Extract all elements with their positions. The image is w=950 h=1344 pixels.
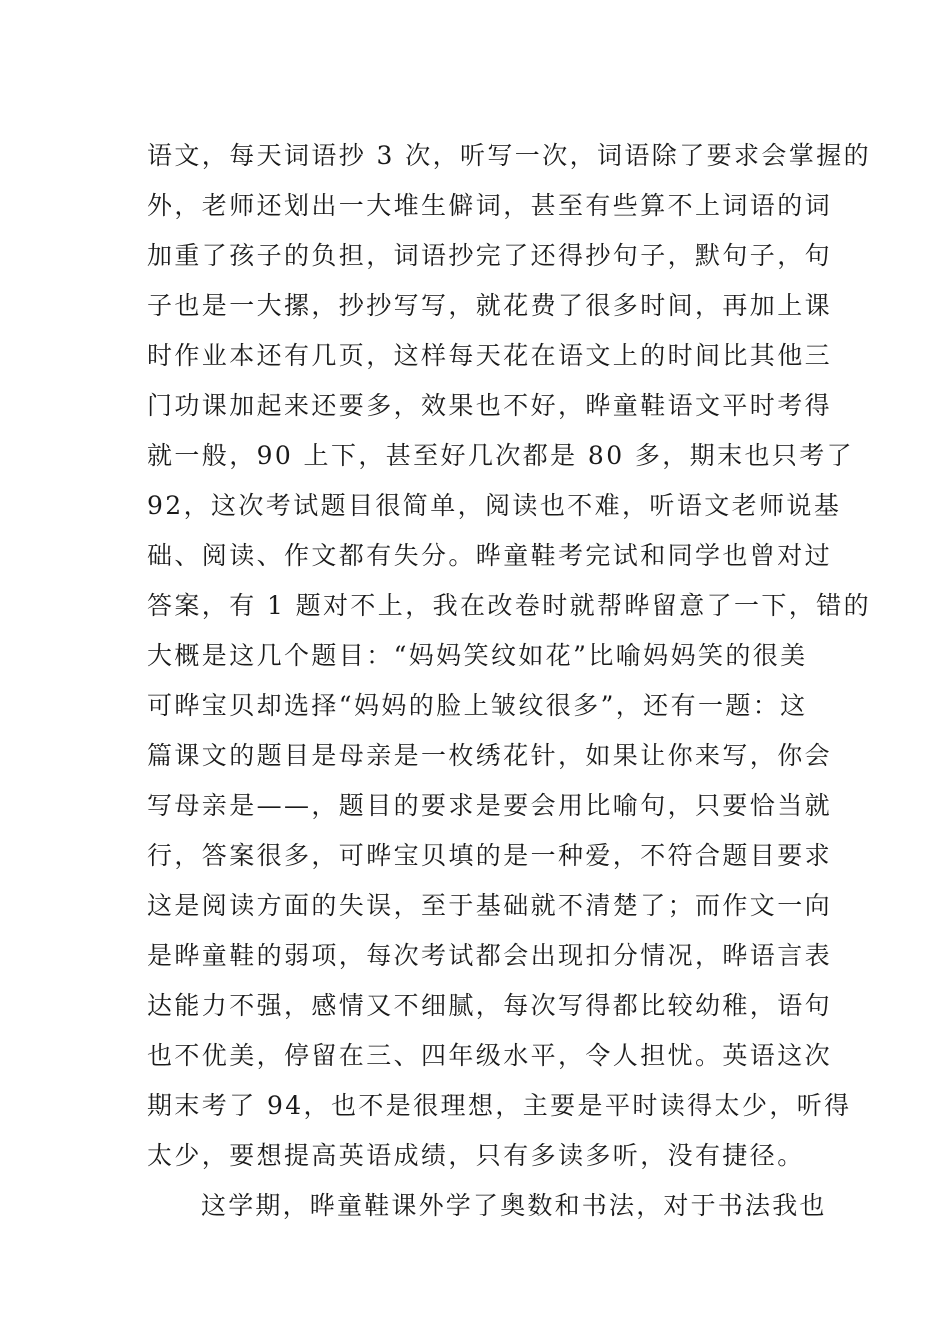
- text-line: 太少，要想提高英语成绩，只有多读多听，没有捷径。: [147, 1141, 805, 1170]
- text-line: 是晔童鞋的弱项，每次考试都会出现扣分情况，晔语言表: [147, 941, 833, 970]
- paragraph-start-line: 这学期，晔童鞋课外学了奥数和书法，对于书法我也: [201, 1191, 827, 1220]
- text-line: 篇课文的题目是母亲是一枚绣花针，如果让你来写，你会: [147, 741, 833, 770]
- body-text: [147, 131, 872, 1231]
- text-line: 答案，有 1 题对不上，我在改卷时就帮晔留意了一下，错的: [147, 591, 872, 620]
- text-line: 也不优美，停留在三、四年级水平，令人担忧。英语这次: [147, 1041, 833, 1070]
- text-line: 语文，每天词语抄 3 次，听写一次，词语除了要求会掌握的: [147, 141, 872, 170]
- text-line: 时作业本还有几页，这样每天花在语文上的时间比其他三: [147, 341, 833, 370]
- text-line: 就一般，90 上下，甚至好几次都是 80 多，期末也只考了: [147, 441, 855, 470]
- text-line: 这是阅读方面的失误，至于基础就不清楚了；而作文一向: [147, 891, 833, 920]
- text-line: 行，答案很多，可晔宝贝填的是一种爱，不符合题目要求: [147, 841, 833, 870]
- text-line: 写母亲是——，题目的要求是要会用比喻句，只要恰当就: [147, 791, 833, 820]
- text-line: 大概是这几个题目：“妈妈笑纹如花”比喻妈妈笑的很美: [147, 641, 808, 670]
- text-line: 子也是一大摞，抄抄写写，就花费了很多时间，再加上课: [147, 291, 833, 320]
- text-line: 达能力不强，感情又不细腻，每次写得都比较幼稚，语句: [147, 991, 833, 1020]
- text-line: 加重了孩子的负担，词语抄完了还得抄句子，默句子，句: [147, 241, 833, 270]
- text-line: 92，这次考试题目很简单，阅读也不难，听语文老师说基: [147, 491, 842, 520]
- text-line: 可晔宝贝却选择“妈妈的脸上皱纹很多”，还有一题：这: [147, 691, 808, 720]
- text-line: 础、阅读、作文都有失分。晔童鞋考完试和同学也曾对过: [147, 541, 833, 570]
- text-line: 期末考了 94，也不是很理想，主要是平时读得太少，听得: [147, 1091, 852, 1120]
- text-line: 门功课加起来还要多，效果也不好，晔童鞋语文平时考得: [147, 391, 833, 420]
- text-line: 外，老师还划出一大堆生僻词，甚至有些算不上词语的词: [147, 191, 833, 220]
